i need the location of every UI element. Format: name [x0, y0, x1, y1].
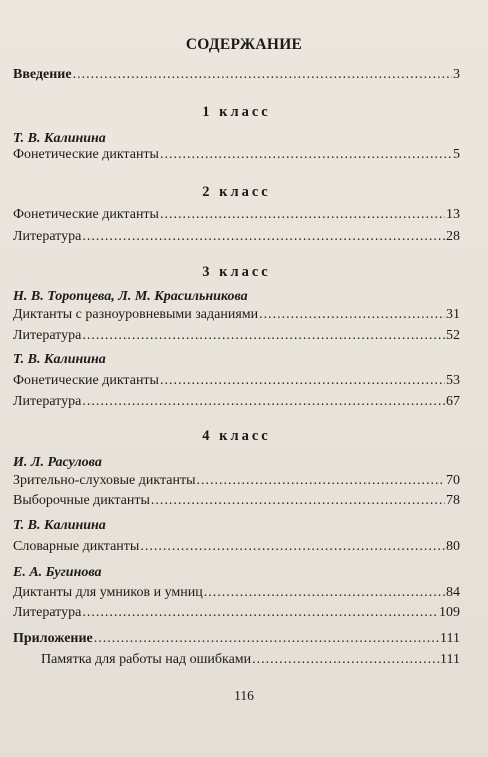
toc-entry — [13, 472, 460, 490]
author-name: Е. А. Бугинова — [13, 565, 102, 580]
author-name: Т. В. Калинина — [13, 131, 106, 146]
leader-dots — [197, 472, 445, 490]
author-name: Т. В. Калинина — [13, 518, 106, 533]
toc-entry-label: Литература — [13, 328, 82, 343]
toc-entry-page: 84 — [446, 585, 460, 600]
toc-entry-label: Словарные диктанты — [13, 539, 140, 554]
author-name: Т. В. Калинина — [13, 352, 106, 367]
leader-dots — [151, 492, 445, 510]
toc-entry-page: 13 — [446, 207, 460, 222]
grade-heading-3: 3 класс — [202, 264, 271, 280]
toc-entry-page: 53 — [446, 373, 460, 388]
page-number: 116 — [234, 688, 254, 703]
toc-entry — [13, 492, 460, 510]
leader-dots — [140, 538, 445, 556]
page-title: СОДЕРЖАНИЕ — [185, 36, 303, 53]
leader-dots — [252, 651, 439, 669]
toc-entry — [13, 584, 460, 602]
leader-dots — [82, 228, 445, 246]
leader-dots — [160, 206, 445, 224]
toc-entry-label: Литература — [13, 229, 82, 244]
toc-entry-label: Фонетические диктанты — [13, 207, 159, 222]
leader-dots — [259, 306, 445, 324]
toc-entry-page: 5 — [453, 147, 460, 162]
toc-entry-label: Диктанты с разноуровневыми заданиями — [13, 307, 259, 322]
leader-dots — [82, 393, 445, 411]
toc-entry-label: Фонетические диктанты — [13, 373, 159, 388]
toc-entry-appendix — [13, 630, 460, 648]
author-name: Н. В. Торопцева, Л. М. Красильникова — [13, 289, 248, 304]
toc-entry — [13, 604, 460, 622]
toc-entry-label: Введение — [13, 67, 72, 82]
toc-entry-label: Фонетические диктанты — [13, 147, 159, 162]
toc-entry-label: Памятка для работы над ошибками — [41, 652, 252, 667]
toc-entry — [13, 228, 460, 246]
toc-entry — [13, 538, 460, 556]
toc-entry-label: Литература — [13, 394, 82, 409]
author-name: И. Л. Расулова — [13, 455, 102, 470]
leader-dots — [82, 604, 438, 622]
grade-heading-1: 1 класс — [202, 104, 271, 120]
leader-dots — [204, 584, 445, 602]
toc-entry-page: 111 — [440, 631, 460, 646]
toc-entry-page: 52 — [446, 328, 460, 343]
toc-entry-page: 28 — [446, 229, 460, 244]
toc-entry-page: 80 — [446, 539, 460, 554]
toc-entry-page: 70 — [446, 473, 460, 488]
toc-entry-label: Выборочные диктанты — [13, 493, 150, 508]
toc-entry-page: 3 — [453, 67, 460, 82]
toc-entry-page: 31 — [446, 307, 460, 322]
toc-entry-label: Литература — [13, 605, 82, 620]
toc-entry-page: 111 — [440, 652, 460, 667]
leader-dots — [160, 146, 452, 164]
toc-entry — [13, 372, 460, 390]
toc-entry-page: 67 — [446, 394, 460, 409]
toc-entry-label: Диктанты для умников и умниц — [13, 585, 203, 600]
toc-entry-label: Зрительно-слуховые диктанты — [13, 473, 196, 488]
toc-entry-page: 109 — [439, 605, 460, 620]
toc-entry — [13, 146, 460, 164]
toc-entry — [13, 206, 460, 224]
toc-entry — [13, 393, 460, 411]
leader-dots — [94, 630, 439, 648]
leader-dots — [160, 372, 445, 390]
grade-heading-2: 2 класс — [202, 184, 271, 200]
toc-entry-intro — [13, 66, 460, 84]
grade-heading-4: 4 класс — [202, 428, 271, 444]
toc-entry-page: 78 — [446, 493, 460, 508]
toc-entry — [13, 327, 460, 345]
toc-entry-label: Приложение — [13, 631, 93, 646]
toc-entry-appendix-sub — [41, 651, 460, 669]
toc-entry — [13, 306, 460, 324]
leader-dots — [73, 66, 452, 84]
leader-dots — [82, 327, 445, 345]
